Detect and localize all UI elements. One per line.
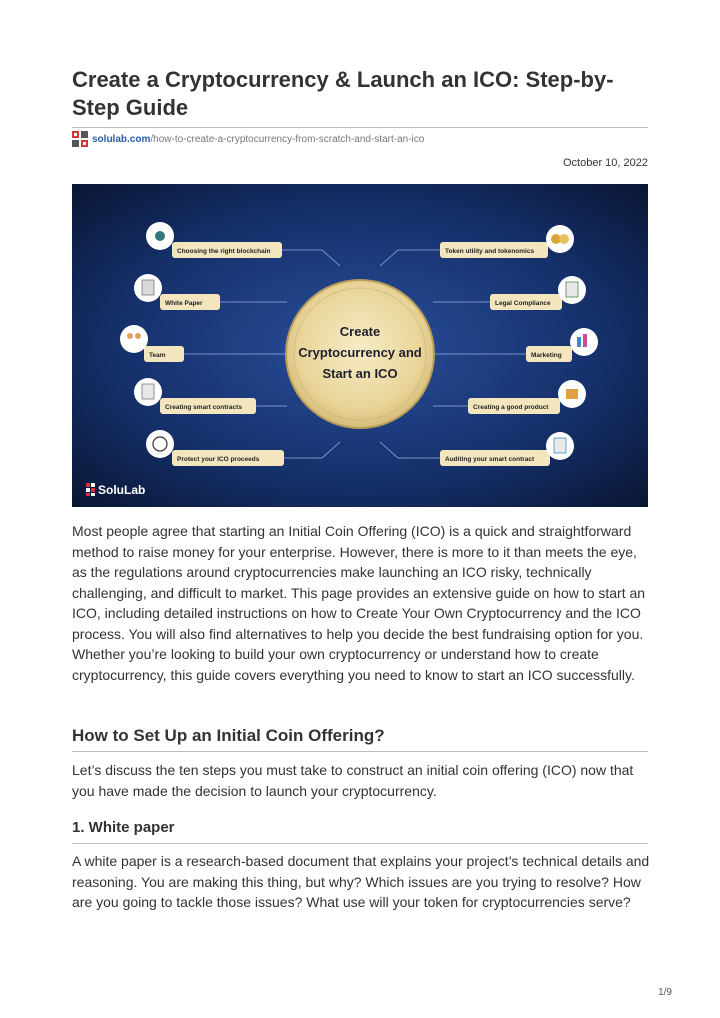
left-item-label: White Paper [165,300,203,307]
source-domain-link[interactable]: solulab.com [92,133,151,145]
solulab-brand [86,483,145,497]
center-title-line-1: Create [339,324,381,339]
right-item-label: Marketing [531,352,562,359]
right-item-label: Creating a good product [473,404,549,411]
brand-name: SoluLab [98,483,146,497]
page-number: 1/9 [658,987,672,998]
solulab-logo-icon [72,131,88,147]
left-item-label: Creating smart contracts [165,404,242,411]
article-title: Create a Cryptocurrency & Launch an ICO: Step-by-Step Guide [72,67,614,120]
ico-shield-icon [146,430,174,458]
subheading-white-paper: 1. White paper [72,819,175,836]
center-title-line-2: Cryptocurrency and [298,345,422,360]
white-paper-paragraph: A white paper is a research-based document that explains your project’s technical details and reasoning. You are making this thing, but why? Which issues are you trying to resolve? How are you going to tackle those issues? What use will your token for cryptocurrencies serve? [72,853,650,910]
right-item-label: Auditing your smart contract [445,456,535,463]
team-icon [120,325,148,353]
section-intro-paragraph: Let’s discuss the ten steps you must take to construct an initial coin offering (ICO) now that you have made the decision to launch your cryptocurrency. [72,762,634,799]
publish-date: October 10, 2022 [562,157,648,169]
section-heading: How to Set Up an Initial Coin Offering? [72,726,385,745]
section-divider [72,751,648,752]
title-divider [72,127,648,128]
right-item-label: Legal Compliance [495,300,551,307]
left-item-label: Choosing the right blockchain [177,248,271,255]
right-item-label: Token utility and tokenomics [445,248,535,255]
subheading-divider [72,843,648,844]
center-title-line-3: Start an ICO [322,366,398,381]
source-line [72,131,424,147]
left-item-label: Protect your ICO proceeds [177,456,260,463]
source-path: /how-to-create-a-cryptocurrency-from-scratch-and-start-an-ico [150,133,425,145]
intro-paragraph: Most people agree that starting an Initial Coin Offering (ICO) is a quick and straightforward method to raise money for your enterprise. However, there is more to it than meets the eye, as the regulations around cryptocurrencies make launching an ICO risky, technically challenging, and difficult to market. This page provides an extensive guide on how to start an ICO, including detailed instructions on how to Create Your Own Cryptocurrency and the ICO process. You will also find alternatives to help you decide the best fundraising option for you. Whether you’re looking to build your own cryptocurrency or understand how to create cryptocurrency, this guide covers everything you need to know to start an ICO successfully. [72,523,646,683]
left-item-label: Team [149,352,166,359]
hero-infographic [72,184,648,507]
